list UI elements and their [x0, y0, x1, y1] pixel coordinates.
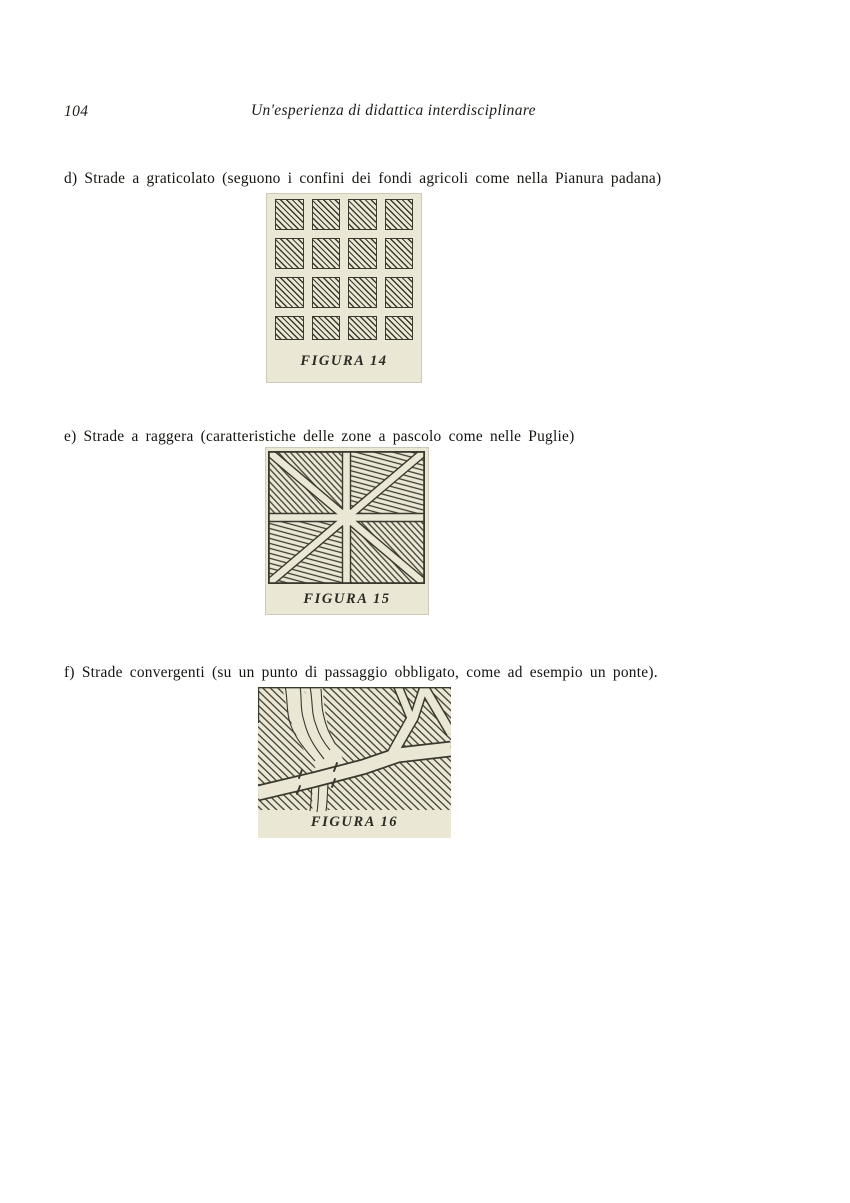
hatched-block	[275, 238, 304, 269]
figure-16-caption: FIGURA 16	[310, 814, 399, 830]
figure-14-caption: FIGURA 14	[300, 353, 388, 369]
item-f-text: f) Strade convergenti (su un punto di passaggio obbligato, come ad esempio un ponte).	[64, 664, 658, 681]
figure-15-caption: FIGURA 15	[303, 591, 391, 607]
central-square	[338, 509, 355, 526]
hatched-block	[312, 238, 341, 269]
hatched-block	[385, 277, 414, 308]
hatched-block	[385, 316, 414, 340]
running-title: Un'esperienza di didattica interdisciplinare	[251, 102, 536, 119]
item-d-text: d) Strade a graticolato (seguono i confini dei fondi agricoli come nella Pianura padana)	[64, 170, 662, 187]
hatched-block	[312, 316, 341, 340]
hatched-block	[312, 277, 341, 308]
item-e-text: e) Strade a raggera (caratteristiche delle zone a pascolo come nelle Puglie)	[64, 428, 575, 445]
hatched-block	[312, 199, 341, 230]
hatched-block	[275, 316, 304, 340]
hatched-block	[385, 199, 414, 230]
figure-15	[265, 447, 429, 615]
radial-road-diagram	[268, 451, 425, 584]
hatched-block	[348, 238, 377, 269]
figure-16	[258, 687, 451, 838]
hatched-block	[348, 277, 377, 308]
grid-road-diagram	[275, 199, 413, 340]
hatched-block	[275, 199, 304, 230]
page-number: 104	[64, 103, 89, 120]
hatched-block	[275, 277, 304, 308]
hatched-block	[348, 316, 377, 340]
hatched-block	[385, 238, 414, 269]
hatched-block	[348, 199, 377, 230]
figure-14	[266, 193, 422, 383]
